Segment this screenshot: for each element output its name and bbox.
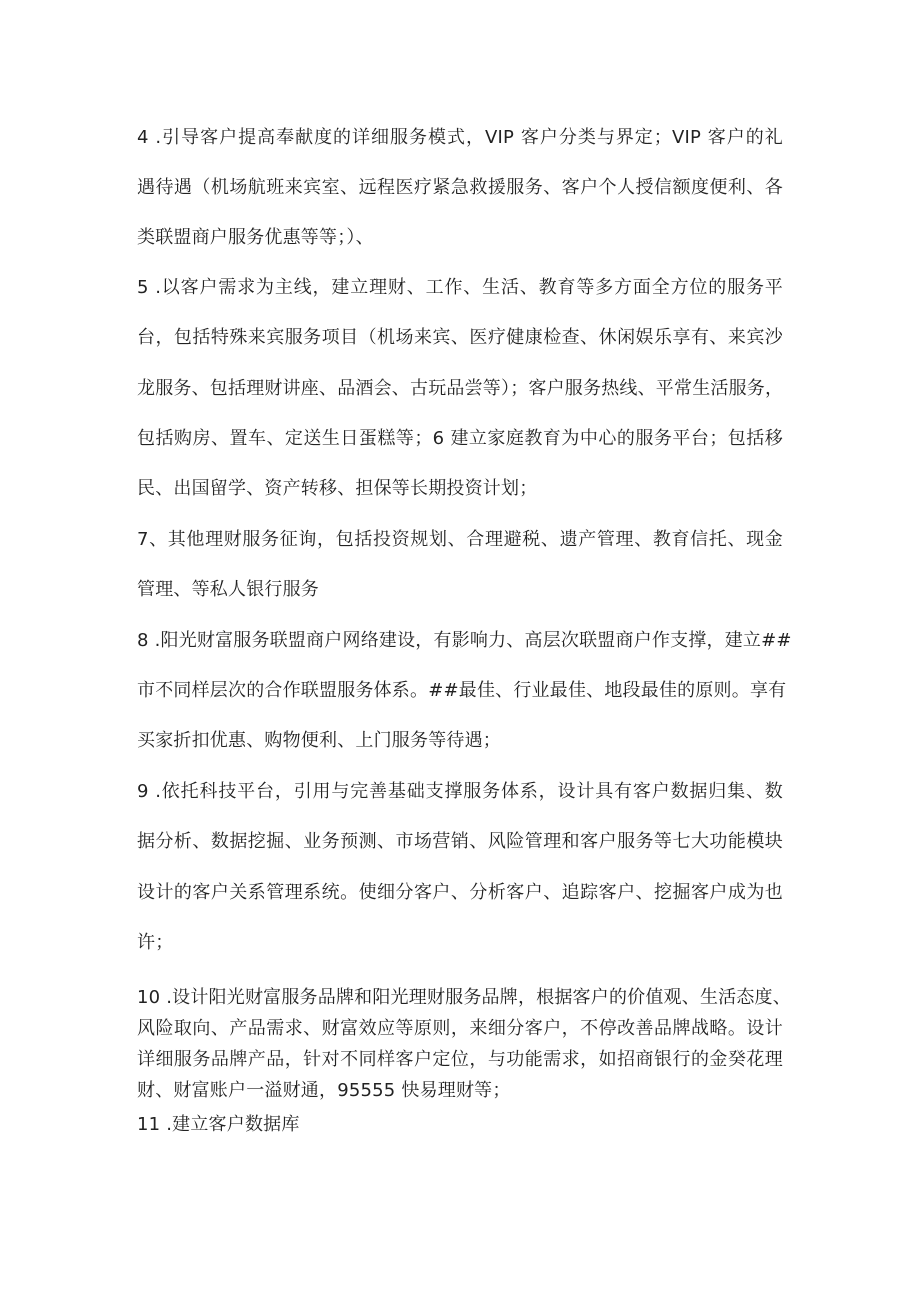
text-line: 包括购房、置车、定送生日蛋糕等；6 建立家庭教育为中心的服务平台；包括移	[137, 428, 783, 449]
text-line: 4 .引导客户提高奉献度的详细服务模式，VIP 客户分类与界定；VIP 客户的礼	[137, 127, 783, 148]
text-line: 许；	[137, 932, 174, 953]
text-line: 详细服务品牌产品，针对不同样客户定位，与功能需求，如招商银行的金癸花理	[137, 1049, 783, 1070]
text-line: 财、财富账户一溢财通，95555 快易理财等；	[137, 1080, 511, 1101]
text-line: 台，包括特殊来宾服务项目（机场来宾、医疗健康检查、休闲娱乐享有、来宾沙	[137, 327, 783, 348]
text-line: 9 .依托科技平台，引用与完善基础支撑服务体系，设计具有客户数据归集、数	[137, 781, 783, 802]
text-line: 10 .设计阳光财富服务品牌和阳光理财服务品牌，根据客户的价值观、生活态度、	[137, 987, 791, 1008]
text-line: 8 .阳光财富服务联盟商户网络建设，有影响力、高层次联盟商户作支撑，建立##	[137, 630, 792, 651]
text-line: 风险取向、产品需求、财富效应等原则，来细分客户，不停改善品牌战略。设计	[137, 1018, 783, 1039]
text-line: 据分析、数据挖掘、业务预测、市场营销、风险管理和客户服务等七大功能模块	[137, 831, 783, 852]
text-line: 设计的客户关系管理系统。使细分客户、分析客户、追踪客户、挖掘客户成为也	[137, 882, 783, 903]
text-line: 7、其他理财服务征询，包括投资规划、合理避税、遗产管理、教育信托、现金	[137, 529, 783, 550]
text-line: 类联盟商户服务优惠等等；）、	[137, 227, 374, 248]
text-line: 5 .以客户需求为主线，建立理财、工作、生活、教育等多方面全方位的服务平	[137, 277, 783, 298]
text-line: 民、出国留学、资产转移、担保等长期投资计划；	[137, 478, 538, 499]
text-line: 龙服务、包括理财讲座、品酒会、古玩品尝等）；客户服务热线、平常生活服务，	[137, 378, 784, 399]
text-line: 管理、等私人银行服务	[137, 579, 319, 600]
text-line: 市不同样层次的合作联盟服务体系。##最佳、行业最佳、地段最佳的原则。享有	[137, 680, 787, 701]
text-line: 买家折扣优惠、购物便利、上门服务等待遇；	[137, 730, 501, 751]
text-line: 11 .建立客户数据库	[137, 1114, 300, 1135]
text-line: 遇待遇（机场航班来宾室、远程医疗紧急救援服务、客户个人授信额度便利、各	[137, 177, 783, 198]
